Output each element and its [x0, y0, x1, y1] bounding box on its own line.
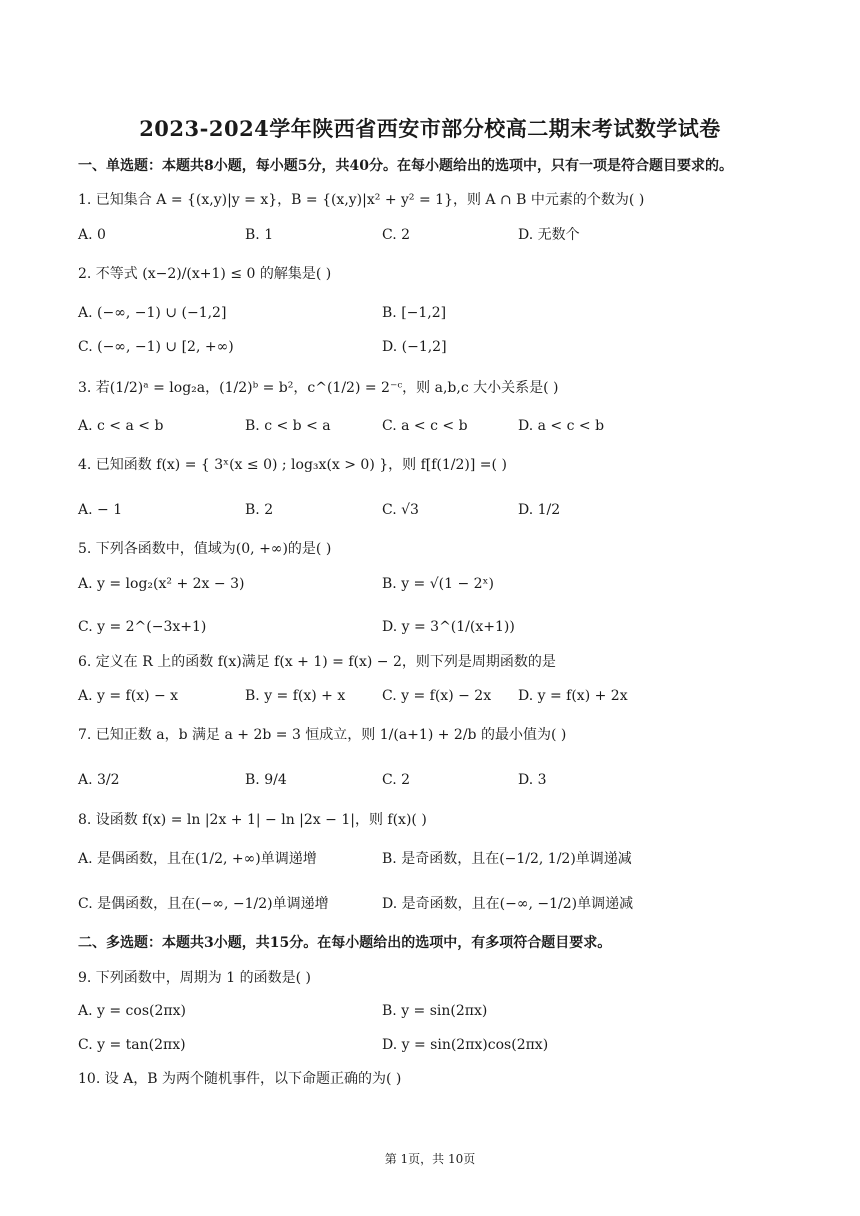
question-1-option-d: D. 无数个 — [518, 227, 580, 243]
page-title: 2023-2024学年陕西省西安市部分校高二期末考试数学试卷 — [139, 116, 721, 141]
question-6-option-b: B. y = f(x) + x — [245, 688, 346, 704]
question-7-option-b: B. 9/4 — [245, 772, 287, 788]
question-2-option-c: C. (−∞, −1) ∪ [2, +∞) — [78, 339, 234, 355]
question-3-option-d: D. a < c < b — [518, 418, 605, 434]
question-2-option-b: B. [−1,2] — [382, 305, 447, 321]
question-4-option-c: C. √3 — [382, 502, 419, 518]
section-multi-choice-header: 二、多选题：本题共3小题，共15分。在每小题给出的选项中，有多项符合题目要求。 — [78, 935, 612, 951]
question-9-option-d: D. y = sin(2πx)cos(2πx) — [382, 1037, 549, 1053]
question-3-option-b: B. c < b < a — [245, 418, 331, 434]
question-2-option-d: D. (−1,2] — [382, 339, 447, 355]
question-1-option-a: A. 0 — [78, 227, 106, 243]
question-5-option-c: C. y = 2^(−3x+1) — [78, 619, 207, 635]
question-2-stem: 2. 不等式 (x−2)/(x+1) ≤ 0 的解集是( ) — [78, 266, 332, 282]
question-9-option-a: A. y = cos(2πx) — [78, 1003, 186, 1019]
question-7-option-a: A. 3/2 — [78, 772, 120, 788]
question-1-option-b: B. 1 — [245, 227, 274, 243]
question-8-option-a: A. 是偶函数，且在(1/2, +∞)单调递增 — [78, 851, 317, 867]
question-6-option-d: D. y = f(x) + 2x — [518, 688, 628, 704]
question-5-stem: 5. 下列各函数中，值域为(0, +∞)的是( ) — [78, 541, 332, 557]
question-10-stem: 10. 设 A，B 为两个随机事件，以下命题正确的为( ) — [78, 1071, 402, 1087]
question-6-stem: 6. 定义在 R 上的函数 f(x)满足 f(x + 1) = f(x) − 2，则下列是周期函数的是 — [78, 654, 556, 670]
question-7-option-c: C. 2 — [382, 772, 411, 788]
question-9-option-b: B. y = sin(2πx) — [382, 1003, 488, 1019]
question-8-option-c: C. 是偶函数，且在(−∞, −1/2)单调递增 — [78, 896, 329, 912]
question-4-option-d: D. 1/2 — [518, 502, 561, 518]
question-4-option-b: B. 2 — [245, 502, 274, 518]
question-9-option-c: C. y = tan(2πx) — [78, 1037, 186, 1053]
question-1-stem: 1. 已知集合 A = {(x,y)|y = x}，B = {(x,y)|x² + y² = 1}，则 A ∩ B 中元素的个数为( ) — [78, 192, 645, 208]
question-3-stem: 3. 若(1/2)ᵃ = log₂a，(1/2)ᵇ = b²，c^(1/2) = 2⁻ᶜ，则 a,b,c 大小关系是( ) — [78, 380, 559, 396]
question-2-option-a: A. (−∞, −1) ∪ (−1,2] — [78, 305, 227, 321]
question-5-option-b: B. y = √(1 − 2ˣ) — [382, 576, 494, 592]
question-3-option-a: A. c < a < b — [78, 418, 164, 434]
question-6-option-c: C. y = f(x) − 2x — [382, 688, 492, 704]
question-4-stem: 4. 已知函数 f(x) = { 3ˣ(x ≤ 0) ; log₃x(x > 0) }，则 f[f(1/2)] =( ) — [78, 457, 507, 473]
question-4-option-a: A. − 1 — [78, 502, 123, 518]
question-9-stem: 9. 下列函数中，周期为 1 的函数是( ) — [78, 970, 311, 986]
question-8-stem: 8. 设函数 f(x) = ln |2x + 1| − ln |2x − 1|，则 f(x)( ) — [78, 812, 427, 828]
question-8-option-b: B. 是奇函数，且在(−1/2, 1/2)单调递减 — [382, 851, 632, 867]
section-single-choice-header: 一、单选题：本题共8小题，每小题5分，共40分。在每小题给出的选项中，只有一项是符合题目要求的。 — [78, 158, 733, 174]
question-6-option-a: A. y = f(x) − x — [78, 688, 179, 704]
question-7-stem: 7. 已知正数 a，b 满足 a + 2b = 3 恒成立，则 1/(a+1) + 2/b 的最小值为( ) — [78, 727, 567, 743]
question-3-option-c: C. a < c < b — [382, 418, 468, 434]
question-1-option-c: C. 2 — [382, 227, 411, 243]
page-footer: 第 1页，共 10页 — [384, 1152, 476, 1166]
question-5-option-a: A. y = log₂(x² + 2x − 3) — [78, 576, 245, 592]
question-8-option-d: D. 是奇函数，且在(−∞, −1/2)单调递减 — [382, 896, 634, 912]
question-7-option-d: D. 3 — [518, 772, 547, 788]
question-5-option-d: D. y = 3^(1/(x+1)) — [382, 619, 515, 635]
